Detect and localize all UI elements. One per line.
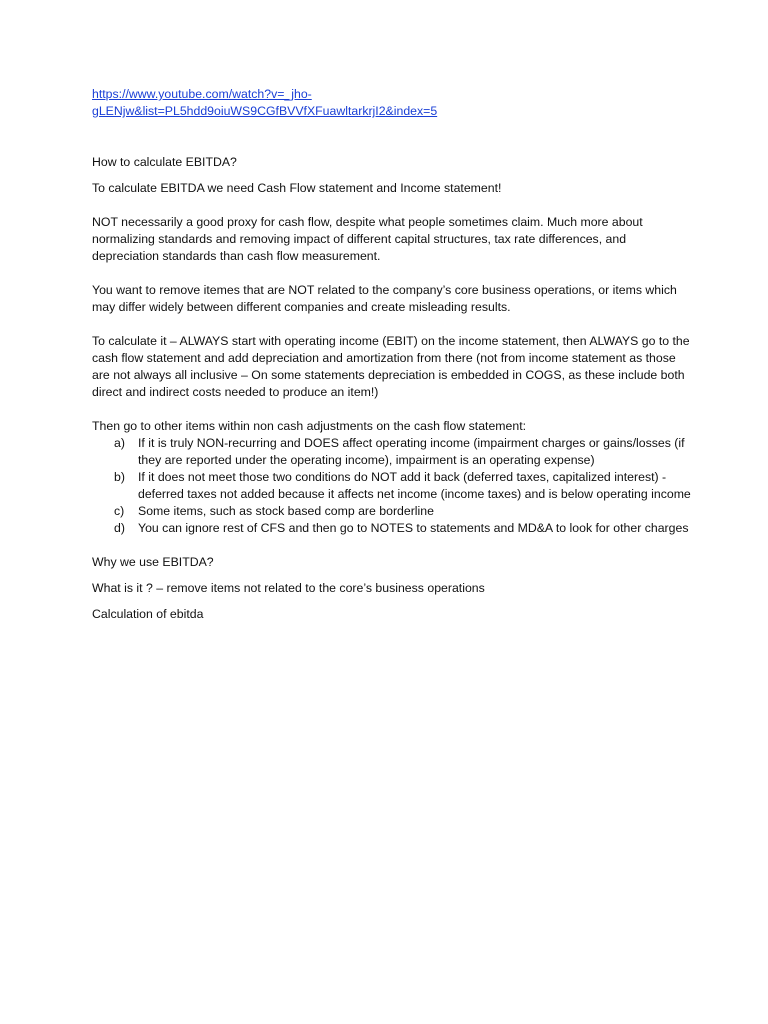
list-item: [92, 469, 692, 503]
calculation-of-ebitda: Calculation of ebitda: [92, 607, 204, 621]
list-marker: c): [114, 504, 125, 518]
list-item: [92, 503, 692, 520]
list-item-text: Some items, such as stock based comp are borderline: [138, 504, 434, 518]
list-item-text: If it does not meet those two conditions do NOT add it back (deferred taxes, capitalized interest) - deferred taxes not added because it affects net income (income taxes) and is below operating income: [138, 470, 691, 501]
list-marker: d): [114, 521, 125, 535]
what-is-it: What is it ? – remove items not related to the core’s business operations: [92, 581, 485, 595]
document-body: [92, 86, 692, 623]
heading-how-to-calculate: How to calculate EBITDA?: [92, 155, 237, 169]
list-marker: b): [114, 470, 125, 484]
youtube-link-line-1[interactable]: https://www.youtube.com/watch?v=_jho-: [92, 87, 312, 101]
list-item-text: You can ignore rest of CFS and then go to NOTES to statements and MD&A to look for other charges: [138, 521, 689, 535]
adjustments-list: [92, 435, 692, 537]
proxy-paragraph: NOT necessarily a good proxy for cash flow, despite what people sometimes claim. Much more about normalizing standards and removing impact of different capital structures, tax rate differences, and depreciation standards than cash flow measurement.: [92, 215, 643, 263]
youtube-link-line-2[interactable]: gLENjw&list=PL5hdd9oiuWS9CGfBVVfXFuawltarkrjI2&index=5: [92, 104, 438, 118]
youtube-link[interactable]: [92, 86, 692, 120]
list-item: [92, 520, 692, 537]
list-marker: a): [114, 436, 125, 450]
non-cash-adjustments-paragraph: Then go to other items within non cash adjustments on the cash flow statement:: [92, 419, 527, 433]
calculate-paragraph: To calculate it – ALWAYS start with operating income (EBIT) on the income statement, then ALWAYS go to the cash flow statement and add depreciation and amortization from there (not from income statement as those are not always all inclusive – On some statements depreciation is embedded in COGS, as these include both direct and indirect costs needed to produce an item!): [92, 334, 690, 399]
intro-paragraph: To calculate EBITDA we need Cash Flow statement and Income statement!: [92, 181, 502, 195]
why-use-ebitda: Why we use EBITDA?: [92, 555, 214, 569]
list-item-text: If it is truly NON-recurring and DOES affect operating income (impairment charges or gains/losses (if they are reported under the operating income), impairment is an operating expense): [138, 436, 685, 467]
list-item: [92, 435, 692, 469]
remove-items-paragraph: You want to remove itemes that are NOT related to the company’s core business operations, or items which may differ widely between different companies and create misleading results.: [92, 283, 677, 314]
